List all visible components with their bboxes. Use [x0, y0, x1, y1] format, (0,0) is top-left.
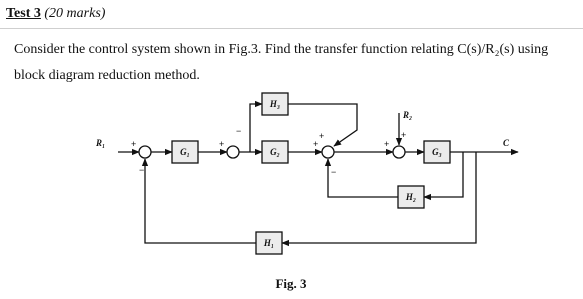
sign-s1-minus: −: [139, 165, 145, 175]
h3-input-wire: [250, 104, 262, 152]
h1-label: H₁: [263, 238, 275, 248]
sign-s2-minus: −: [236, 126, 242, 136]
question-text: Consider the control system shown in Fig.3. Find the transfer function relating C(s)/R₂(s) using block diagram reduction method.: [14, 42, 549, 83]
g3-label: G₃: [432, 147, 442, 157]
marks-label: (20 marks): [44, 6, 106, 21]
sign-s3-minus: −: [331, 167, 337, 177]
sign-s3-plus-left: +: [313, 139, 319, 149]
r1-label: R₁: [96, 138, 106, 148]
h2-label: H₂: [405, 192, 417, 202]
sign-s1-plus: +: [131, 139, 137, 149]
h3-label: H₃: [269, 99, 281, 109]
summing-junction-4: [393, 146, 405, 158]
summing-junction-3: [322, 146, 334, 158]
h2-output-wire: [328, 159, 398, 197]
c-label: C: [503, 138, 510, 148]
figure-caption: Fig. 3: [275, 276, 307, 291]
r2-label: R₂: [403, 110, 413, 120]
h1-output-wire: [145, 159, 256, 243]
sign-s4-plus-top: +: [401, 130, 407, 140]
sign-s3-plus-top: +: [319, 131, 325, 141]
sign-s2-plus: +: [219, 139, 225, 149]
g1-label: G₁: [180, 147, 190, 157]
summing-junction-2: [227, 146, 239, 158]
g2-label: G₂: [270, 147, 280, 157]
summing-junction-1: [139, 146, 151, 158]
test-label: Test 3: [6, 6, 41, 21]
sign-s4-plus-left: +: [384, 139, 390, 149]
